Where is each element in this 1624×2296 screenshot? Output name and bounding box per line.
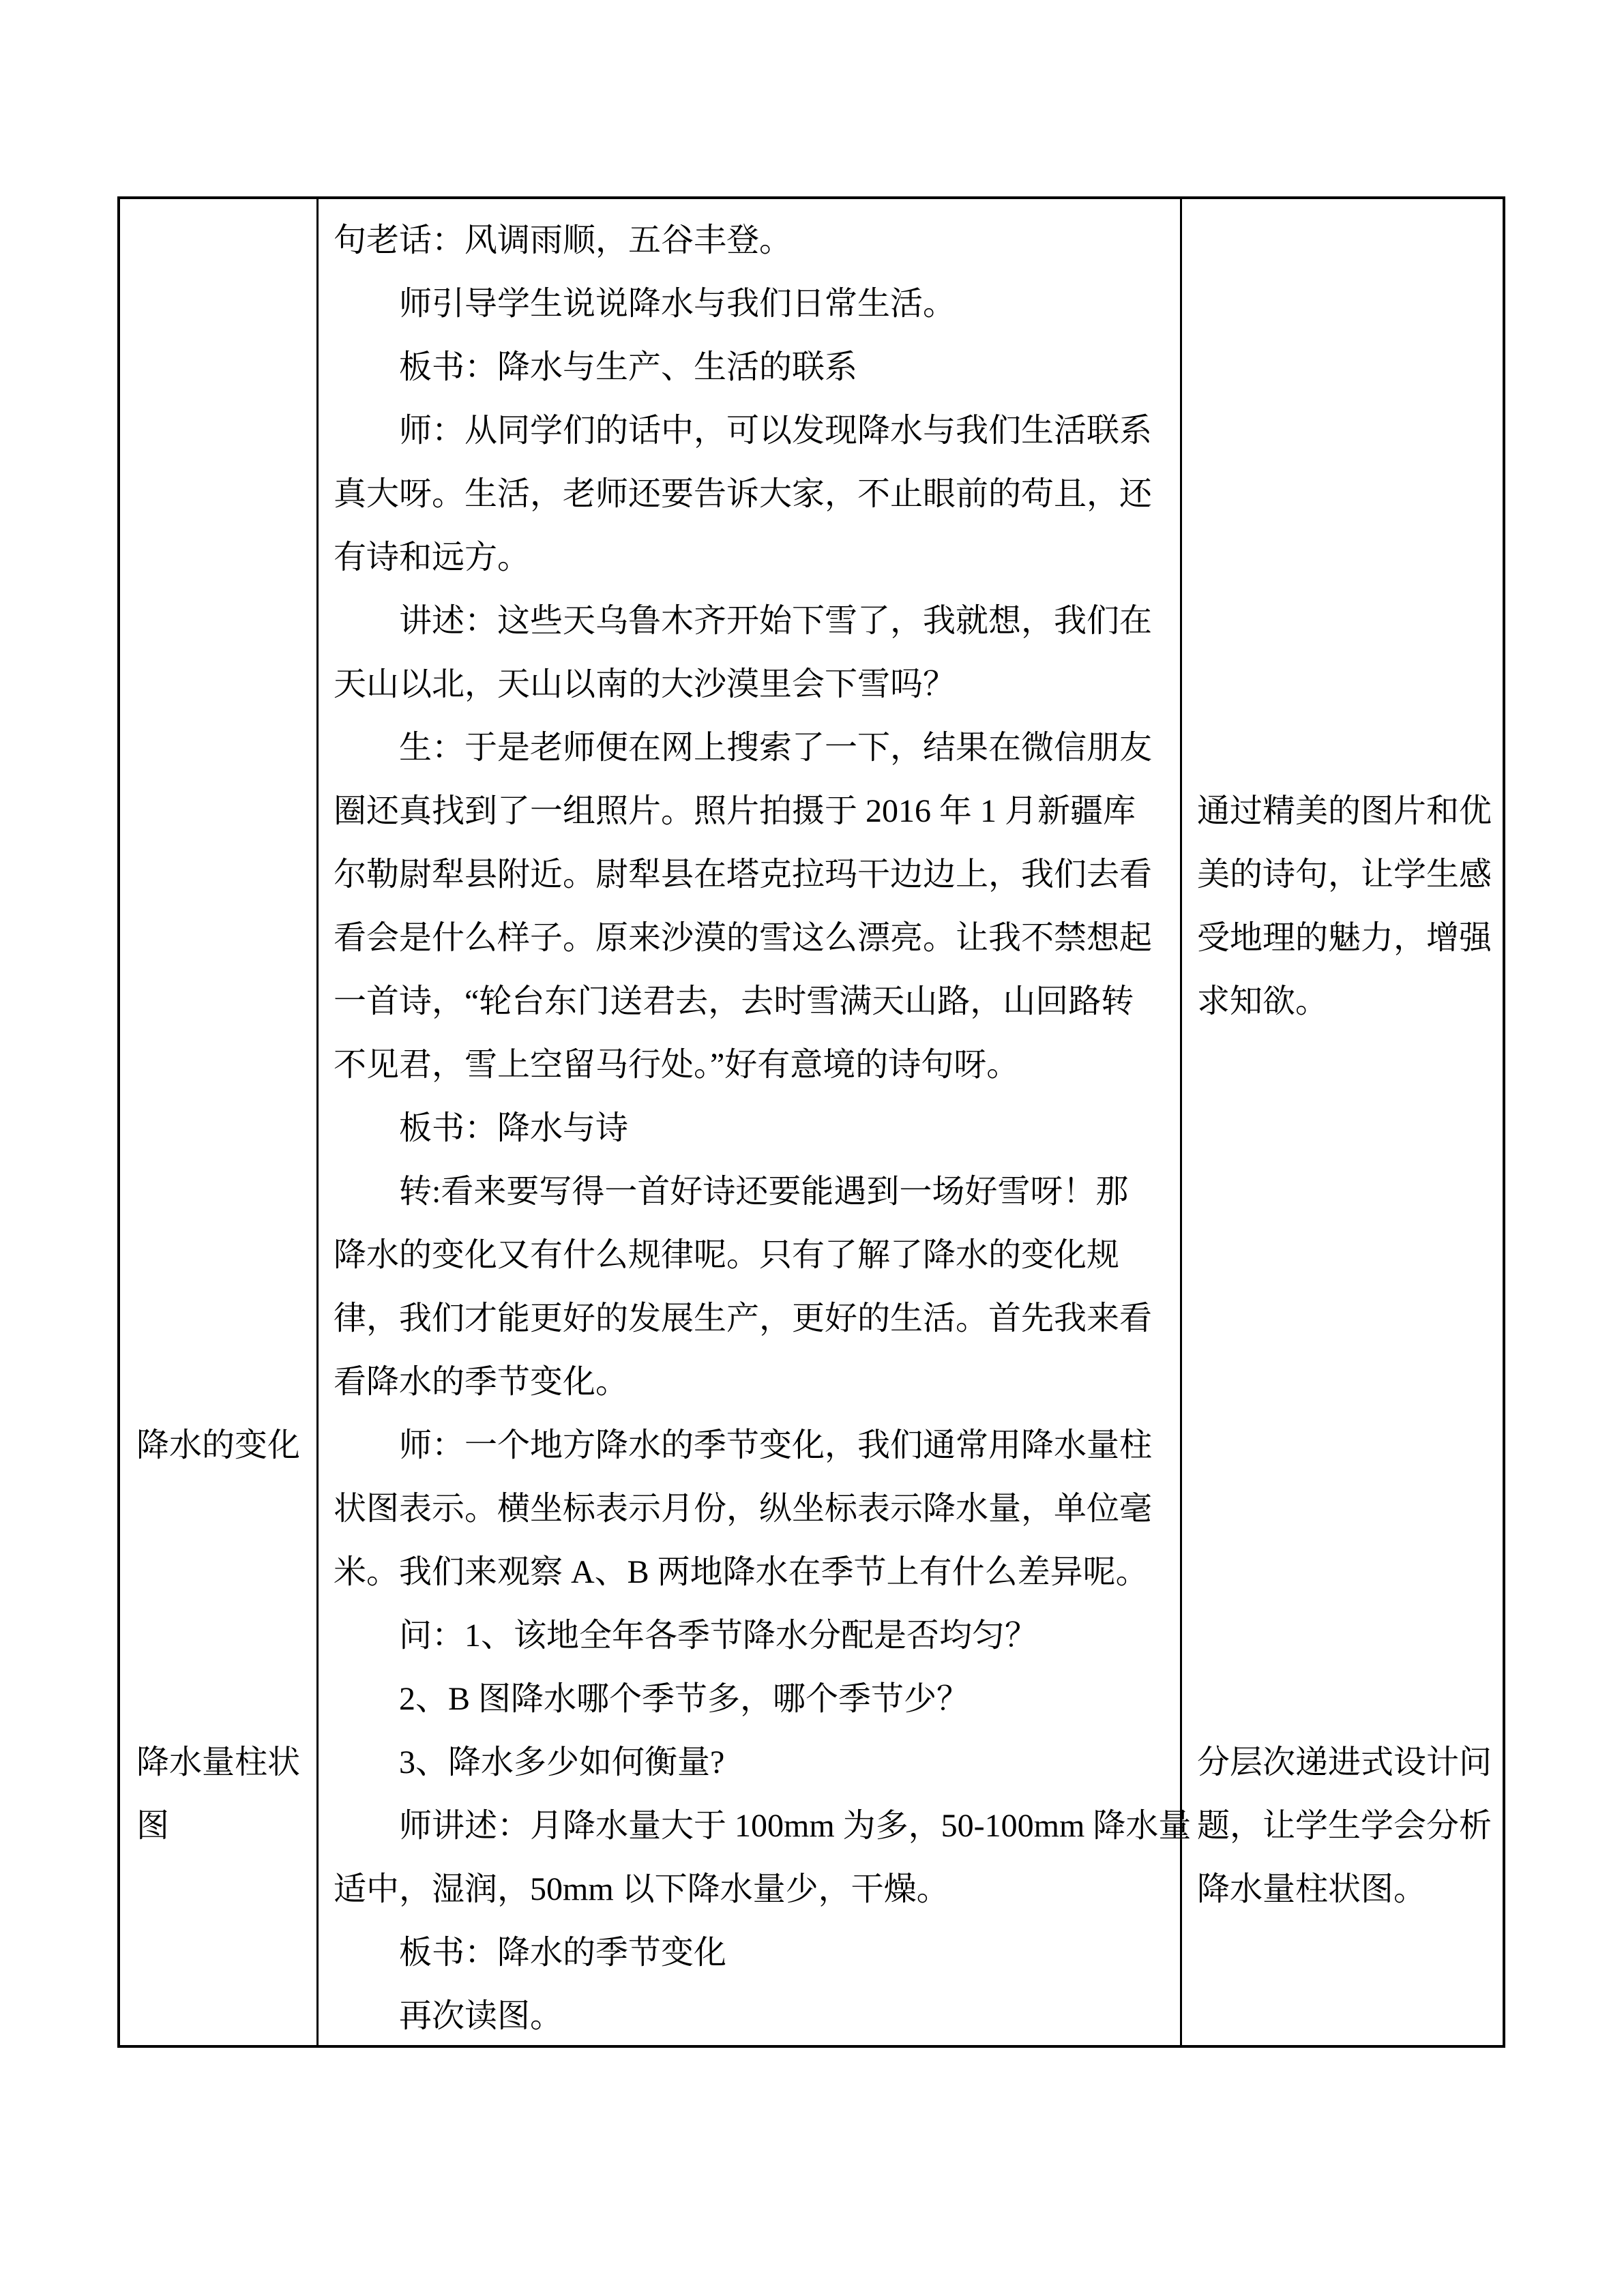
content-line: 2、B 图降水哪个季节多，哪个季节少？	[399, 1681, 970, 1717]
stage-label-column	[120, 199, 319, 2045]
content-line: 天山以北，天山以南的大沙漠里会下雪吗？	[334, 666, 956, 702]
content-line: 板书：降水与生产、生活的联系	[399, 349, 858, 385]
note-line: 求知欲。	[1197, 983, 1329, 1019]
content-line: 真大呀。生活，老师还要告诉大家，不止眼前的苟且，还	[334, 476, 1153, 512]
content-line: 师：一个地方降水的季节变化，我们通常用降水量柱	[399, 1427, 1153, 1463]
content-line: 板书：降水与诗	[399, 1110, 629, 1146]
note-line: 题，让学生学会分析	[1197, 1808, 1492, 1844]
stage-label-precipitation-bar-chart: 降水量柱状图	[136, 1744, 301, 1844]
content-line: 适中，湿润，50mm 以下降水量少，干燥。	[334, 1871, 949, 1907]
content-line: 3、降水多少如何衡量?	[399, 1744, 725, 1780]
content-line: 有诗和远方。	[334, 539, 531, 576]
content-line: 不见君，雪上空留马行处。”好有意境的诗句呀。	[334, 1047, 1020, 1083]
note-line: 分层次递进式设计问	[1197, 1744, 1492, 1780]
design-intent-note-layered-questions	[1197, 1731, 1497, 1921]
content-line: 转:看来要写得一首好诗还要能遇到一场好雪呀！那	[399, 1174, 1129, 1210]
lesson-plan-table	[117, 196, 1505, 2048]
content-line: 尔勒尉犁县附近。尉犁县在塔克拉玛干边边上，我们去看	[334, 856, 1153, 893]
content-line: 降水的变化又有什么规律呢。只有了解了降水的变化规	[334, 1237, 1120, 1273]
content-line: 米。我们来观察 A、B 两地降水在季节上有什么差异呢。	[334, 1554, 1149, 1590]
content-line: 看会是什么样子。原来沙漠的雪这么漂亮。让我不禁想起	[334, 920, 1153, 956]
stage-label-precipitation-change: 降水的变化	[136, 1427, 301, 1463]
content-line: 看降水的季节变化。	[334, 1364, 629, 1400]
note-line: 美的诗句，让学生感	[1197, 856, 1492, 893]
content-line: 圈还真找到了一组照片。照片拍摄于 2016 年 1 月新疆库	[334, 793, 1136, 829]
content-line: 生：于是老师便在网上搜索了一下，结果在微信朋友	[399, 730, 1153, 766]
content-line: 句老话：风调雨顺，五谷丰登。	[334, 222, 793, 258]
content-line: 一首诗，“轮台东门送君去，去时雪满天山路，山回路转	[334, 983, 1134, 1019]
content-line: 律，我们才能更好的发展生产，更好的生活。首先我来看	[334, 1300, 1153, 1337]
note-line: 通过精美的图片和优	[1197, 793, 1492, 829]
teaching-content-column	[319, 199, 1192, 2045]
content-line: 问：1、该地全年各季节降水分配是否均匀？	[399, 1617, 1038, 1654]
design-intent-column	[1182, 199, 1503, 2045]
content-line: 师引导学生说说降水与我们日常生活。	[399, 286, 956, 322]
content-line: 板书：降水的季节变化	[399, 1935, 727, 1971]
design-intent-note-imagery-poetry	[1197, 779, 1497, 1033]
content-line: 师：从同学们的话中，可以发现降水与我们生活联系	[399, 413, 1153, 449]
content-line: 讲述：这些天乌鲁木齐开始下雪了，我就想，我们在	[399, 603, 1153, 639]
note-line: 降水量柱状图。	[1197, 1871, 1427, 1907]
content-line: 再次读图。	[399, 1998, 563, 2034]
content-line: 状图表示。横坐标表示月份，纵坐标表示降水量，单位毫	[334, 1491, 1153, 1527]
content-line: 师讲述：月降水量大于 100mm 为多，50-100mm 降水量	[399, 1808, 1192, 1844]
note-line: 受地理的魅力，增强	[1197, 920, 1492, 956]
